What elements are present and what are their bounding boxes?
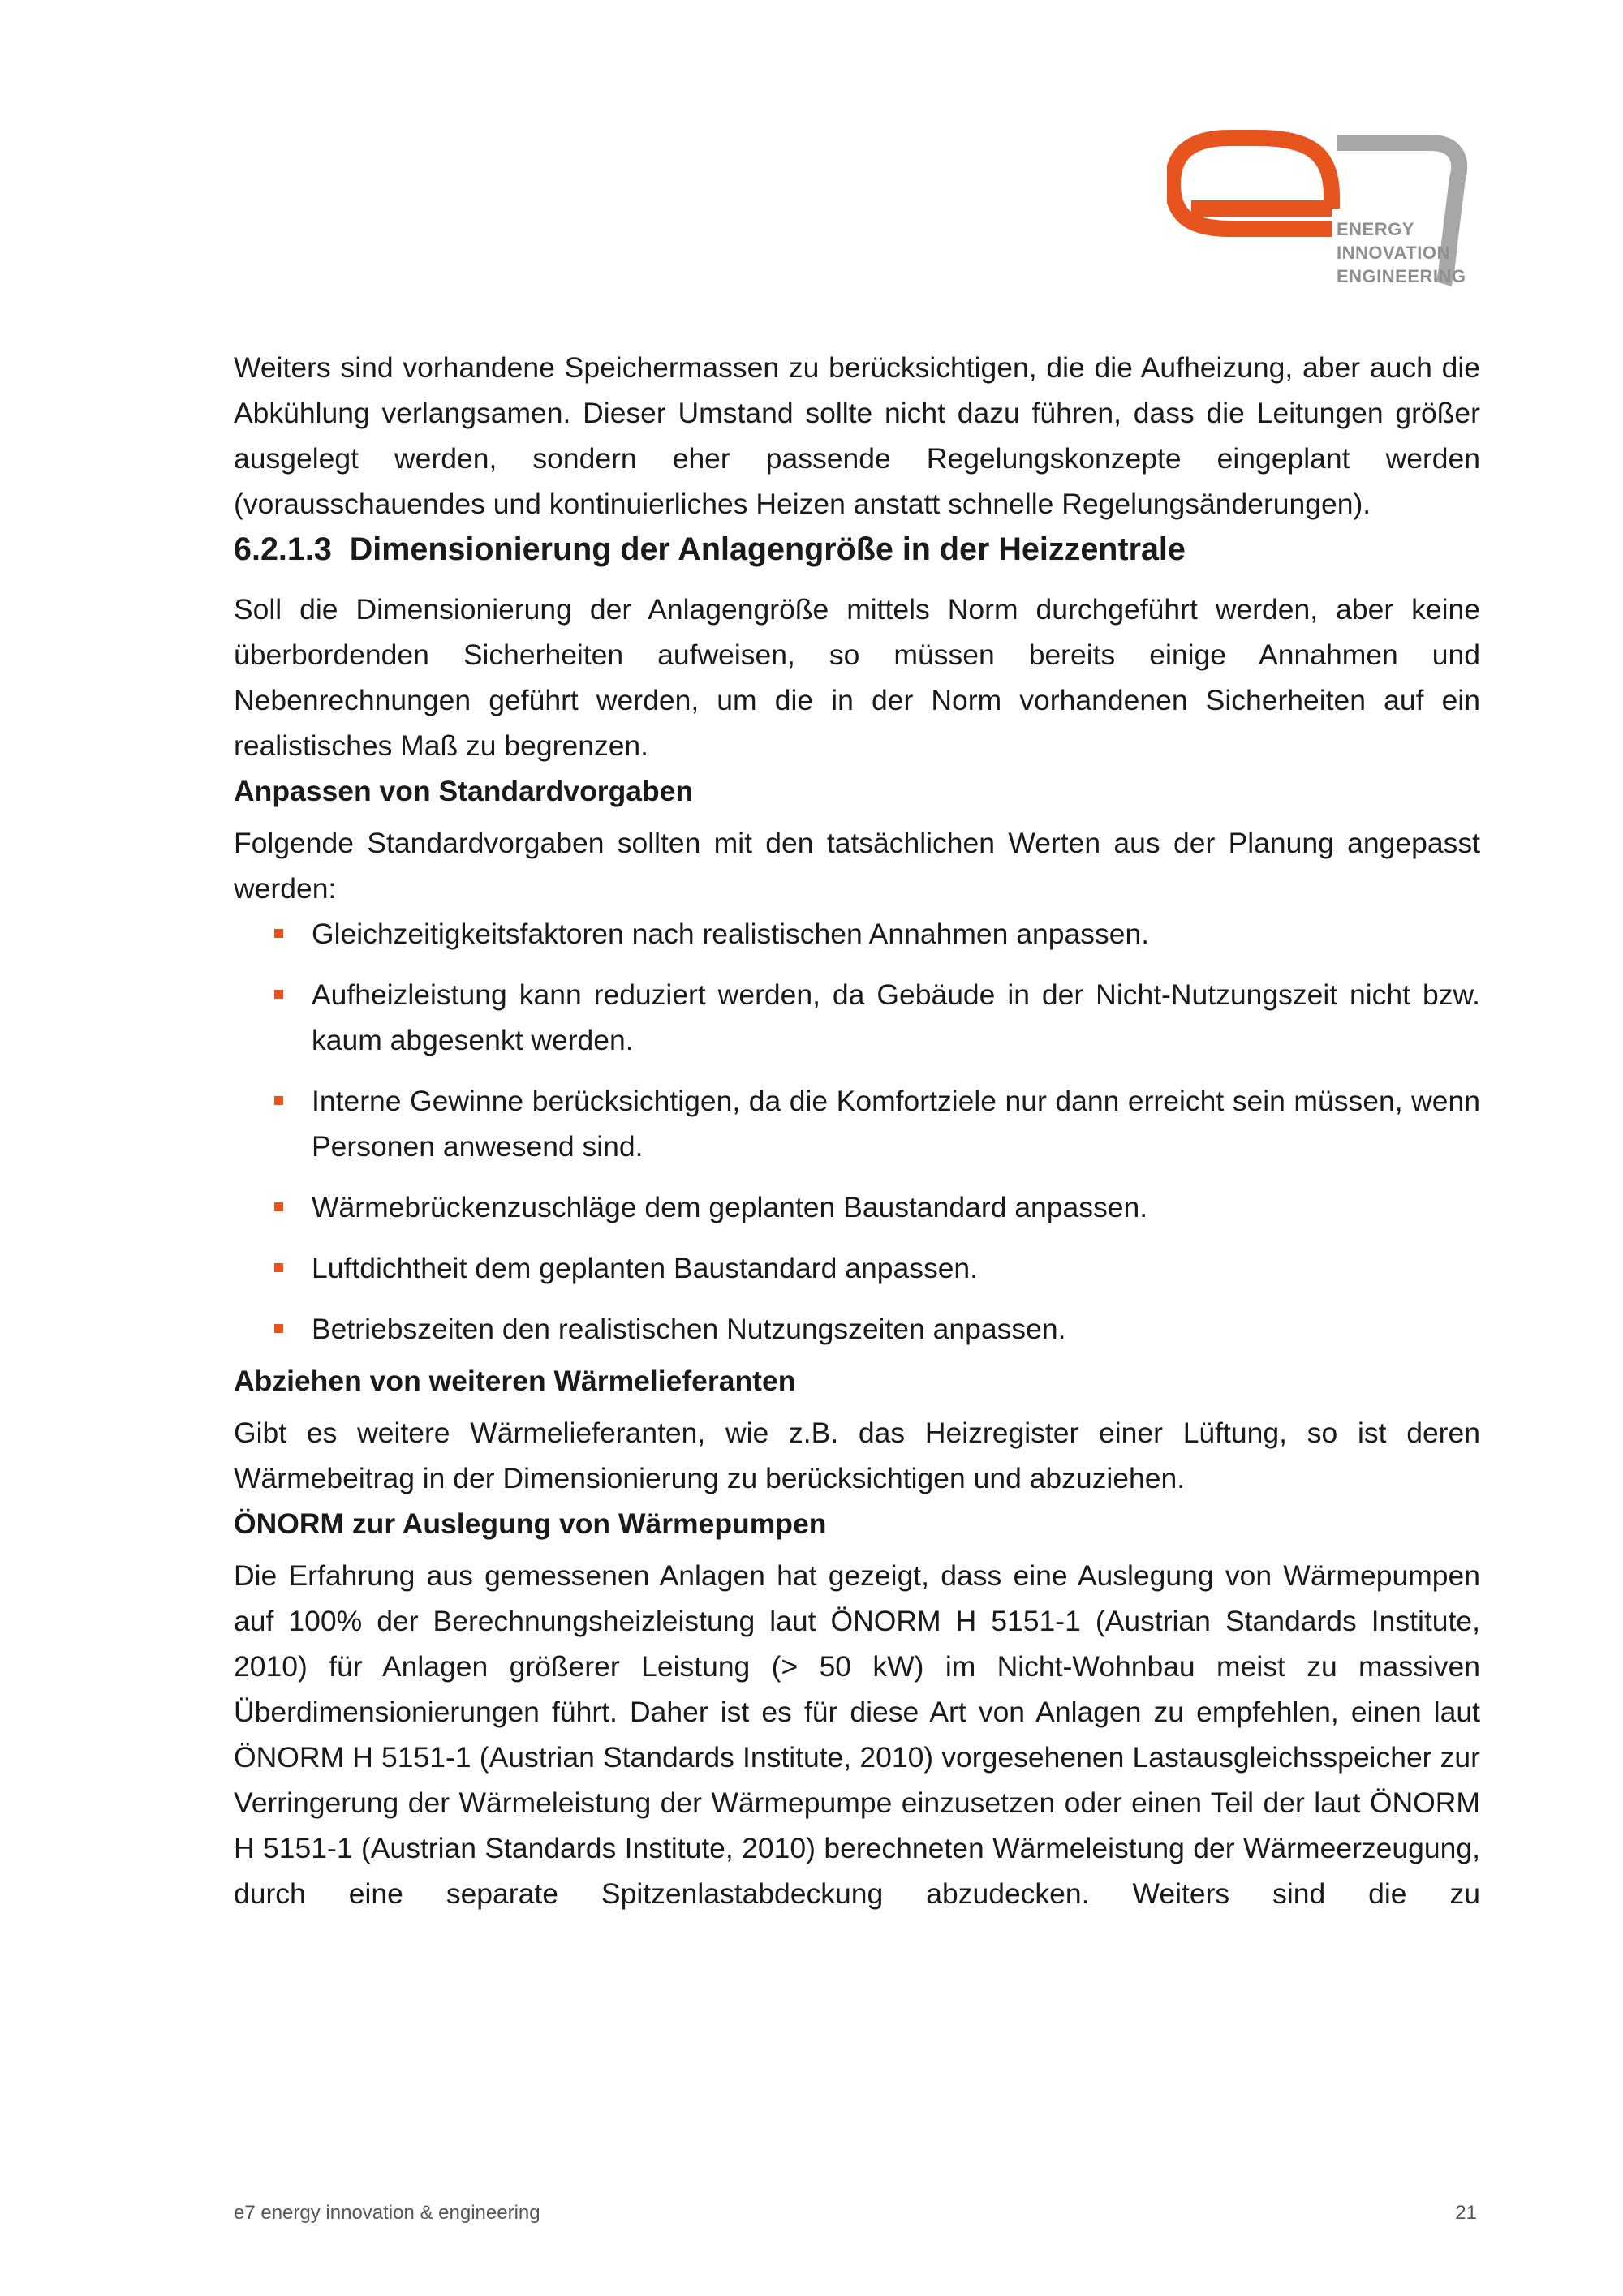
list-item-text: Wärmebrückenzuschläge dem geplanten Baustandard anpassen. [312, 1191, 1148, 1223]
section-heading: 6.2.1.3 Dimensionierung der Anlagengröße in der Heizzentrale [234, 531, 1186, 567]
bullet-square-icon [274, 990, 283, 999]
waermelieferanten-paragraph: Gibt es weitere Wärmelieferanten, wie z.B. das Heizregister einer Lüftung, so ist deren Wärmebeitrag in der Dimensionierung zu berücksichtigen und abzuziehen. [234, 1417, 1480, 1494]
oenorm-paragraph: Die Erfahrung aus gemessenen Anlagen hat gezeigt, dass eine Auslegung von Wärmepumpen auf 100% der Berechnungsheizleistung laut ÖNORM H 5151-1 (Austrian Standards Institute, 2010) für Anlagen größerer Leistung (> 50 kW) im Nicht-Wohnbau meist zu massiven Überdimensionierungen führt. Daher ist es für diese Art von Anlagen zu empfehlen, einen laut ÖNORM H 5151-1 (Austrian Standards Institute, 2010) vorgesehenen Lastausgleichsspeicher zur Verringerung der Wärmeleistung der Wärmepumpe einzusetzen oder einen Teil der laut ÖNORM H 5151-1 (Austrian Standards Institute, 2010) berechneten Wärmeleistung der Wärmeerzeugung, durch eine separate Spitzenlastabdeckung abzudecken. Weiters sind die zu [234, 1559, 1480, 1910]
bullet-square-icon [274, 1263, 283, 1272]
list-item-text: Aufheizleistung kann reduziert werden, da Gebäude in der Nicht-Nutzungszeit nicht bzw. kaum abgesenkt werden. [312, 978, 1480, 1056]
section-intro-paragraph: Soll die Dimensionierung der Anlagengröße mittels Norm durchgeführt werden, aber keine überbordenden Sicherheiten aufweisen, so müssen bereits einige Annahmen und Nebenrechnungen geführt werden, um die in der Norm vorhandenen Sicherheiten auf ein realistisches Maß zu begrenzen. [234, 593, 1480, 762]
logo-tagline-line: ENGINEERING [1337, 266, 1466, 286]
page-number: 21 [1455, 2202, 1477, 2224]
subheading-waermelieferanten: Abziehen von weiteren Wärmelieferanten [234, 1365, 796, 1397]
subheading-standardvorgaben: Anpassen von Standardvorgaben [234, 775, 694, 807]
list-item [234, 911, 1480, 957]
intro-paragraph: Weiters sind vorhandene Speichermassen zu berücksichtigen, die die Aufheizung, aber auch die Abkühlung verlangsamen. Dieser Umstand sollte nicht dazu führen, dass die Leitungen größer ausgelegt werden, sondern eher passende Regelungskonzepte eingeplant werden (vorausschauendes und kontinuierliches Heizen anstatt schnelle Regelungsänderungen). [234, 351, 1480, 520]
list-item-text: Betriebszeiten den realistischen Nutzungszeiten anpassen. [312, 1313, 1066, 1345]
bullet-list [234, 911, 1480, 1352]
list-item [234, 1078, 1480, 1169]
list-item [234, 1245, 1480, 1291]
standardvorgaben-paragraph: Folgende Standardvorgaben sollten mit den tatsächlichen Werten aus der Planung angepasst werden: [234, 827, 1480, 905]
logo-tagline [1337, 217, 1466, 288]
company-logo [1167, 130, 1475, 288]
list-item [234, 972, 1480, 1063]
bullet-square-icon [274, 929, 283, 938]
bullet-square-icon [274, 1324, 283, 1333]
page-content [234, 345, 1480, 1916]
footer-company: e7 energy innovation & engineering [234, 2202, 540, 2224]
logo-tagline-line: ENERGY [1337, 219, 1414, 239]
list-item-text: Interne Gewinne berücksichtigen, da die Komfortziele nur dann erreicht sein müssen, wenn Personen anwesend sind. [312, 1085, 1480, 1163]
list-item-text: Gleichzeitigkeitsfaktoren nach realistischen Annahmen anpassen. [312, 918, 1150, 950]
subheading-oenorm: ÖNORM zur Auslegung von Wärmepumpen [234, 1507, 827, 1540]
list-item [234, 1306, 1480, 1352]
logo-tagline-line: INNOVATION [1337, 243, 1450, 263]
bullet-square-icon [274, 1096, 283, 1105]
bullet-square-icon [274, 1202, 283, 1211]
list-item-text: Luftdichtheit dem geplanten Baustandard anpassen. [312, 1252, 979, 1284]
list-item [234, 1185, 1480, 1230]
